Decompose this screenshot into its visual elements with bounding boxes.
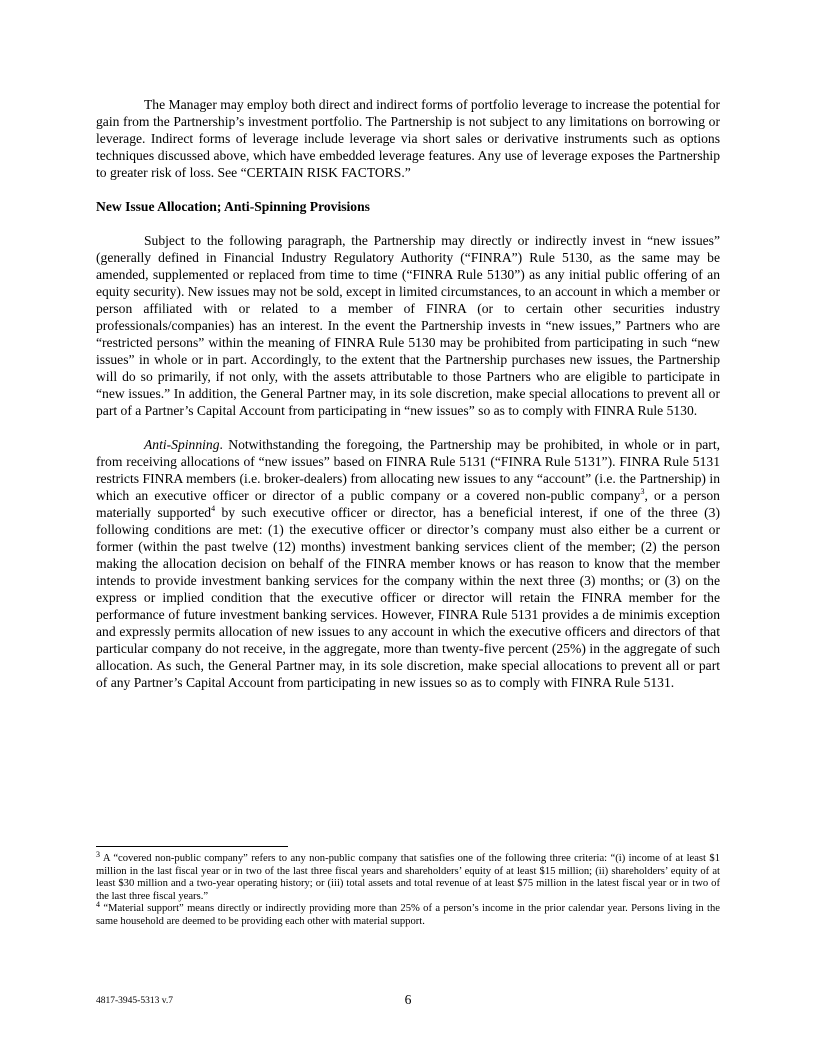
footnote-3 <box>96 850 720 903</box>
section-heading-new-issue-allocation: New Issue Allocation; Anti-Spinning Provisions <box>96 199 370 214</box>
footnotes-section <box>96 846 720 929</box>
footnote-ref-4: 4 <box>211 504 216 513</box>
footnote-text: A “covered non-public company” refers to any non-public company that satisfies one of the following three criteria: “(i) income of at least $1 million in the last fiscal year or in two of the last three fiscal years and shareholders’ equity of at least $15 million; (ii) shareholders’ equity of at least $30 million and a two-year operating history; or (iii) total assets and total revenue of at least $75 million in the latest fiscal year or in two of the last three fiscal years.” <box>96 853 720 902</box>
anti-spinning-text-c: by such executive officer or director, has a beneficial interest, if one of the three (3) following conditions are met: (1) the executive officer or director’s company must also either be a current or former (within the past twelve (12) months) investment banking services client of the member; (2) the person making the allocation decision on behalf of the FINRA member knows or has reason to know that the member intends to provide investment banking services for the company within the next three (3) months; or (3) on the express or implied condition that the executive officer or director will retain the FINRA member for the performance of future investment banking services. However, FINRA Rule 5131 provides a de minimis exception and expressly permits allocation of new issues to any account in which the executive officers and directors of that particular company do not receive, in the aggregate, more than twenty-five percent (25%) in the aggregate of such allocation. As such, the General Partner may, in its sole discretion, make special allocations to prevent all or part of any Partner’s Capital Account from participating in new issues so as to comply with FINRA Rule 5131. <box>96 505 720 690</box>
anti-spinning-lead: Anti-Spinning <box>144 437 220 452</box>
document-id: 4817-3945-5313 v.7 <box>96 996 173 1006</box>
footnote-number: 4 <box>96 900 100 910</box>
anti-spinning-text-b: , or a person materially supported <box>96 488 720 520</box>
new-issues-paragraph: Subject to the following paragraph, the Partnership may directly or indirectly invest in “new issues” (generally defined in Financial Industry Regulatory Authority (“FINRA”) Rule 5130, as the same may be amended, supplemented or replaced from time to time (“FINRA Rule 5130”) as any initial public offering of an equity security). New issues may not be sold, except in limited circumstances, to an account in which a member or person affiliated with or related to a member of FINRA (or to certain other securities industry professionals/companies) has an interest. In the event the Partnership invests in “new issues,” Partners who are “restricted persons” within the meaning of FINRA Rule 5130 may be prohibited from participating in such “new issues” in whole or in part. Accordingly, to the extent that the Partnership purchases new issues, the Partnership will do so primarily, if not only, with the assets attributable to those Partners who are eligible to participate in “new issues.” In addition, the General Partner may, in its sole discretion, make special allocations to prevent all or part of a Partner’s Capital Account from participating in “new issues” so as to comply with FINRA Rule 5130. <box>96 233 720 418</box>
footnote-ref-3: 3 <box>640 487 645 496</box>
page-body <box>96 96 720 691</box>
footnote-number: 3 <box>96 850 100 859</box>
anti-spinning-text-a: . Notwithstanding the foregoing, the Partnership may be prohibited, in whole or in part, from receiving allocations of “new issues” based on FINRA Rule 5131 (“FINRA Rule 5131”). FINRA Rule 5131 restricts FINRA members (i.e. broker-dealers) from allocating new issues to any “account” (i.e. the Partnership) in which an executive officer or director of a public company or a covered non-public company <box>96 437 720 503</box>
footnote-4 <box>96 900 720 928</box>
page-number: 6 <box>404 992 412 1007</box>
anti-spinning-paragraph <box>96 436 720 691</box>
leverage-paragraph: The Manager may employ both direct and indirect forms of portfolio leverage to increase the potential for gain from the Partnership’s investment portfolio. The Partnership is not subject to any limitations on borrowing or leverage. Indirect forms of leverage include leverage via short sales or derivative instruments such as options techniques discussed above, which have embedded leverage features. Any use of leverage exposes the Partnership to greater risk of loss. See “CERTAIN RISK FACTORS.” <box>96 97 721 180</box>
footnote-separator <box>96 846 288 847</box>
footnote-text: “Material support” means directly or indirectly providing more than 25% of a person’s income in the prior calendar year. Persons living in the same household are deemed to be providing each other with material support. <box>96 903 720 927</box>
